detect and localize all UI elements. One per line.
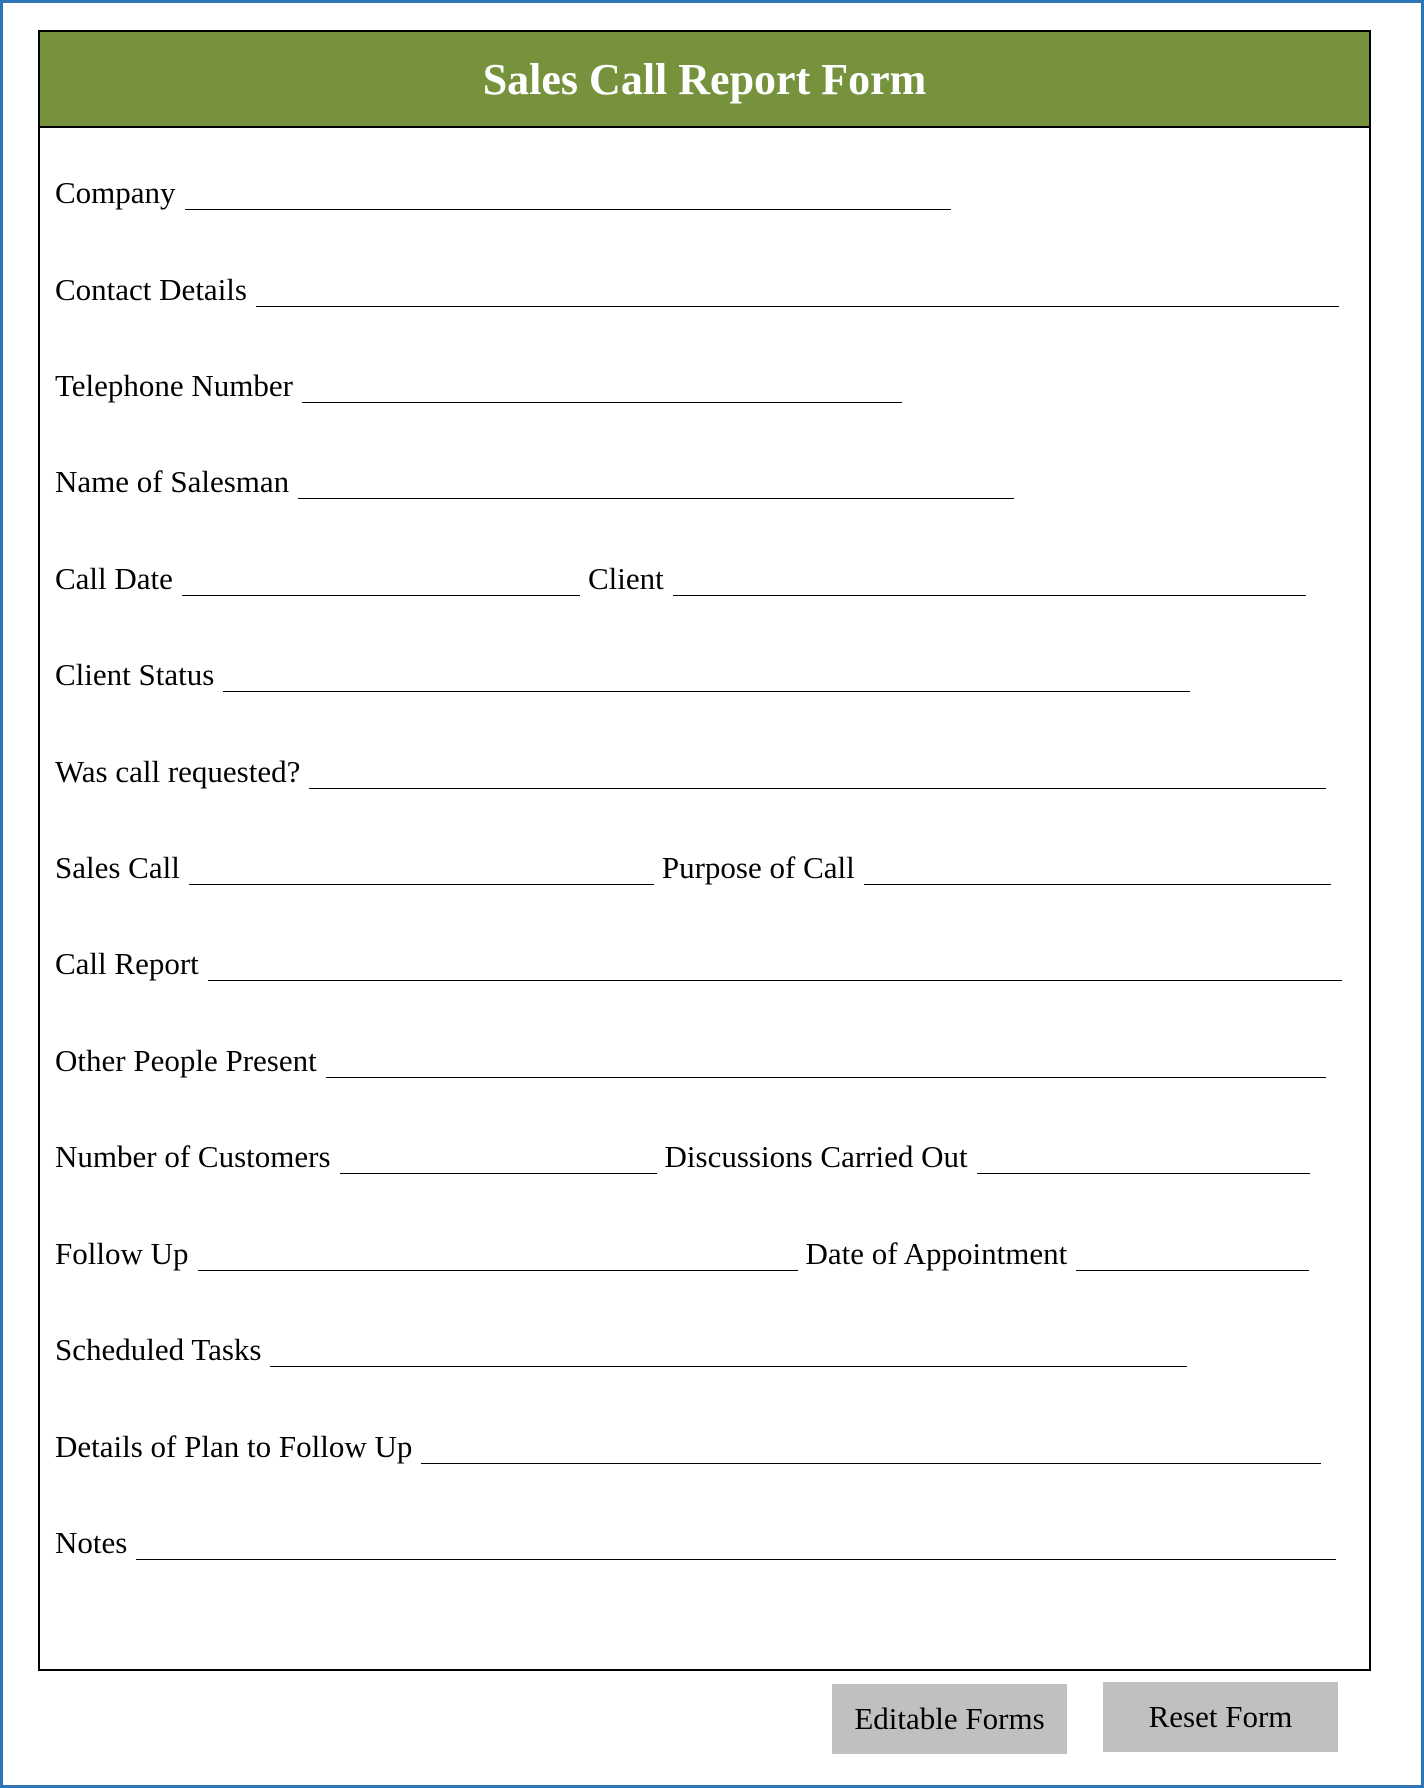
call-date-field[interactable] (182, 595, 580, 596)
number-of-customers-label: Number of Customers (55, 1139, 331, 1174)
name-of-salesman-field[interactable] (298, 498, 1014, 499)
follow-up-field[interactable] (198, 1270, 798, 1271)
form-container (38, 30, 1371, 1671)
discussions-carried-out-field[interactable] (977, 1173, 1310, 1174)
call-date-client-row (55, 554, 1354, 594)
call-report-label: Call Report (55, 946, 199, 981)
follow-up-label: Follow Up (55, 1236, 189, 1271)
date-of-appointment-label: Date of Appointment (805, 1236, 1068, 1271)
scheduled-tasks-label: Scheduled Tasks (55, 1332, 262, 1367)
name-of-salesman-label: Name of Salesman (55, 464, 290, 499)
details-of-plan-field[interactable] (421, 1463, 1321, 1464)
sales-call-label: Sales Call (55, 850, 180, 885)
customers-discussions-row (55, 1132, 1354, 1172)
company-label: Company (55, 175, 176, 210)
scheduled-tasks-row (55, 1325, 1354, 1365)
other-people-present-label: Other People Present (55, 1043, 317, 1078)
details-of-plan-row (55, 1422, 1354, 1462)
name-of-salesman-row (55, 457, 1354, 497)
telephone-number-label: Telephone Number (55, 368, 293, 403)
notes-row (55, 1518, 1354, 1558)
was-call-requested-field[interactable] (309, 788, 1326, 789)
client-label: Client (587, 561, 664, 596)
follow-up-appointment-row (55, 1229, 1354, 1269)
purpose-of-call-field[interactable] (864, 884, 1331, 885)
client-status-label: Client Status (55, 657, 215, 692)
notes-label: Notes (55, 1525, 128, 1560)
telephone-number-row (55, 361, 1354, 401)
contact-details-row (55, 265, 1354, 305)
form-header (40, 32, 1369, 128)
number-of-customers-field[interactable] (340, 1173, 657, 1174)
client-status-row (55, 650, 1354, 690)
purpose-of-call-label: Purpose of Call (661, 850, 855, 885)
was-call-requested-row (55, 747, 1354, 787)
client-field[interactable] (673, 595, 1306, 596)
was-call-requested-label: Was call requested? (55, 754, 301, 789)
call-report-field[interactable] (208, 980, 1342, 981)
call-report-row (55, 939, 1354, 979)
editable-forms-button[interactable]: Editable Forms (832, 1684, 1067, 1754)
date-of-appointment-field[interactable] (1076, 1270, 1309, 1271)
reset-form-button[interactable]: Reset Form (1103, 1682, 1338, 1752)
form-title: Sales Call Report Form (482, 54, 927, 104)
discussions-carried-out-label: Discussions Carried Out (664, 1139, 968, 1174)
sales-call-field[interactable] (189, 884, 654, 885)
sales-call-purpose-row (55, 843, 1354, 883)
scheduled-tasks-field[interactable] (270, 1366, 1187, 1367)
other-people-present-row (55, 1036, 1354, 1076)
company-field[interactable] (185, 209, 951, 210)
other-people-present-field[interactable] (326, 1077, 1326, 1078)
contact-details-label: Contact Details (55, 272, 247, 307)
client-status-field[interactable] (223, 691, 1190, 692)
company-row (55, 168, 1354, 208)
contact-details-field[interactable] (256, 306, 1339, 307)
details-of-plan-label: Details of Plan to Follow Up (55, 1429, 413, 1464)
notes-field[interactable] (136, 1559, 1336, 1560)
telephone-number-field[interactable] (302, 402, 902, 403)
call-date-label: Call Date (55, 561, 173, 596)
